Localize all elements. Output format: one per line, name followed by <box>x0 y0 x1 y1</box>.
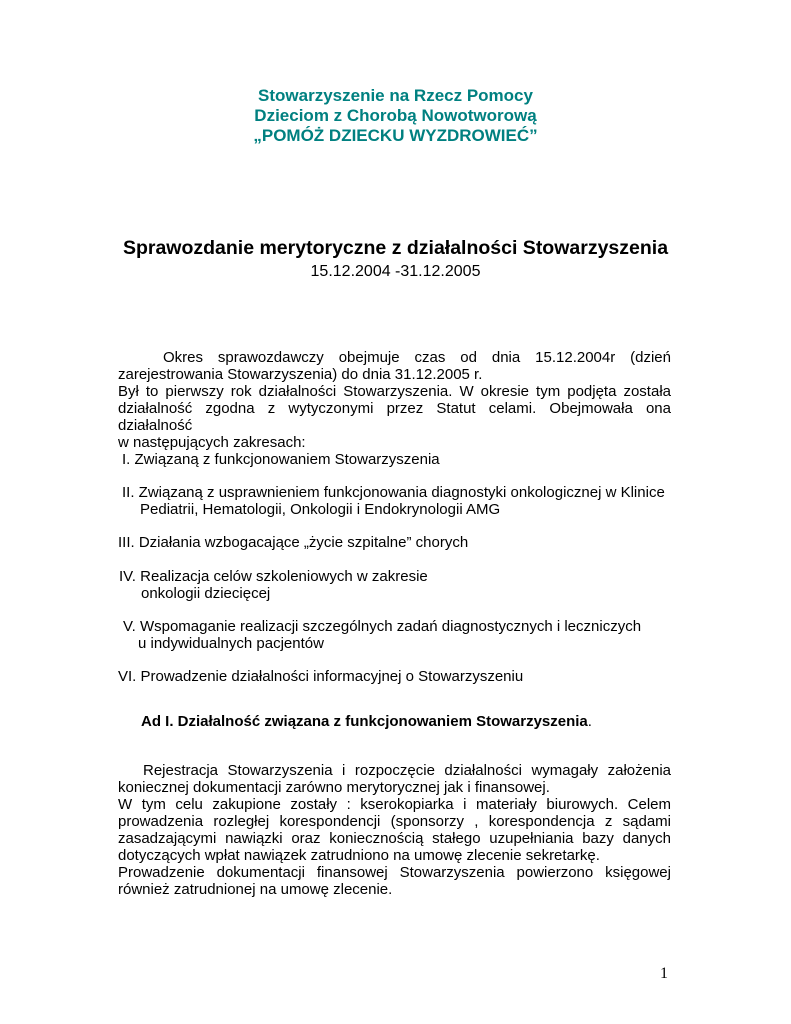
section-heading-text: Ad I. Działalność związana z funkcjonowaniem Stowarzyszenia <box>141 713 588 730</box>
org-name-line-1: Stowarzyszenie na Rzecz Pomocy <box>258 86 533 105</box>
section-line: W tym celu zakupione zostały : kserokopiarka i materiały biurowych. Celem <box>118 796 671 813</box>
intro-line: w następujących zakresach: <box>118 434 306 451</box>
organization-header <box>0 86 791 146</box>
org-name-line-2: Dzieciom z Chorobą Nowotworową <box>254 106 537 125</box>
area-item-text: I. Związaną z funkcjonowaniem Stowarzyszenia <box>122 451 440 468</box>
page-number: 1 <box>660 965 668 982</box>
area-item-text: IV. Realizacja celów szkoleniowych w zakresie <box>119 568 428 585</box>
report-period: 15.12.2004 -31.12.2005 <box>310 263 481 280</box>
area-item-1 <box>122 451 440 468</box>
area-item-4 <box>119 568 428 602</box>
section-line: również zatrudnionej na umowę zlecenie. <box>118 881 393 898</box>
report-title: Sprawozdanie merytoryczne z działalności Stowarzyszenia <box>122 237 669 259</box>
section-line: Prowadzenie dokumentacji finansowej Stowarzyszenia powierzono księgowej <box>118 864 671 881</box>
intro-line: działalność zgodna z wytyczonymi przez Statut celami. Obejmowała ona działalność <box>118 400 671 434</box>
section-heading <box>141 713 592 730</box>
section-line: Rejestracja Stowarzyszenia i rozpoczęcie działalności wymagały założenia <box>143 762 671 779</box>
area-item-text: II. Związaną z usprawnieniem funkcjonowania diagnostyki onkologicznej w Klinice <box>122 484 665 501</box>
org-motto: „POMÓŻ DZIECKU WYZDROWIEĆ” <box>253 126 538 145</box>
section-line: koniecznej dokumentacji zarówno merytorycznej jak i finansowej. <box>118 779 550 796</box>
area-item-5 <box>123 618 641 652</box>
section-line: zasadzającymi nawiązki oraz koniecznością stałego uzupełniania bazy danych <box>118 830 671 847</box>
area-item-text: V. Wspomaganie realizacji szczególnych zadań diagnostycznych i leczniczych <box>123 618 642 635</box>
area-item-text: III. Działania wzbogacające „życie szpitalne” chorych <box>118 534 469 551</box>
area-item-3 <box>118 534 468 551</box>
intro-line: Okres sprawozdawczy obejmuje czas od dnia 15.12.2004r (dzień <box>163 349 671 366</box>
intro-paragraph <box>118 349 671 451</box>
intro-line: Był to pierwszy rok działalności Stowarzyszenia. W okresie tym podjęta została <box>118 383 671 400</box>
section-line: dotyczących wpłat nawiązek zatrudniono na umowę zlecenie sekretarkę. <box>118 847 600 864</box>
section-paragraph <box>118 762 671 898</box>
intro-line: zarejestrowania Stowarzyszenia) do dnia 31.12.2005 r. <box>118 366 483 383</box>
section-line: prowadzenia rozległej korespondencji (sponsorzy , korespondencja z sądami <box>118 813 671 830</box>
area-item-continuation: onkologii dziecięcej <box>141 585 271 602</box>
area-item-6 <box>118 668 523 685</box>
area-item-2 <box>122 484 665 518</box>
section-heading-period: . <box>587 713 592 730</box>
area-item-continuation: Pediatrii, Hematologii, Onkologii i Endokrynologii AMG <box>140 501 501 518</box>
area-item-text: VI. Prowadzenie działalności informacyjnej o Stowarzyszeniu <box>118 668 524 685</box>
area-item-continuation: u indywidualnych pacjentów <box>138 635 324 652</box>
